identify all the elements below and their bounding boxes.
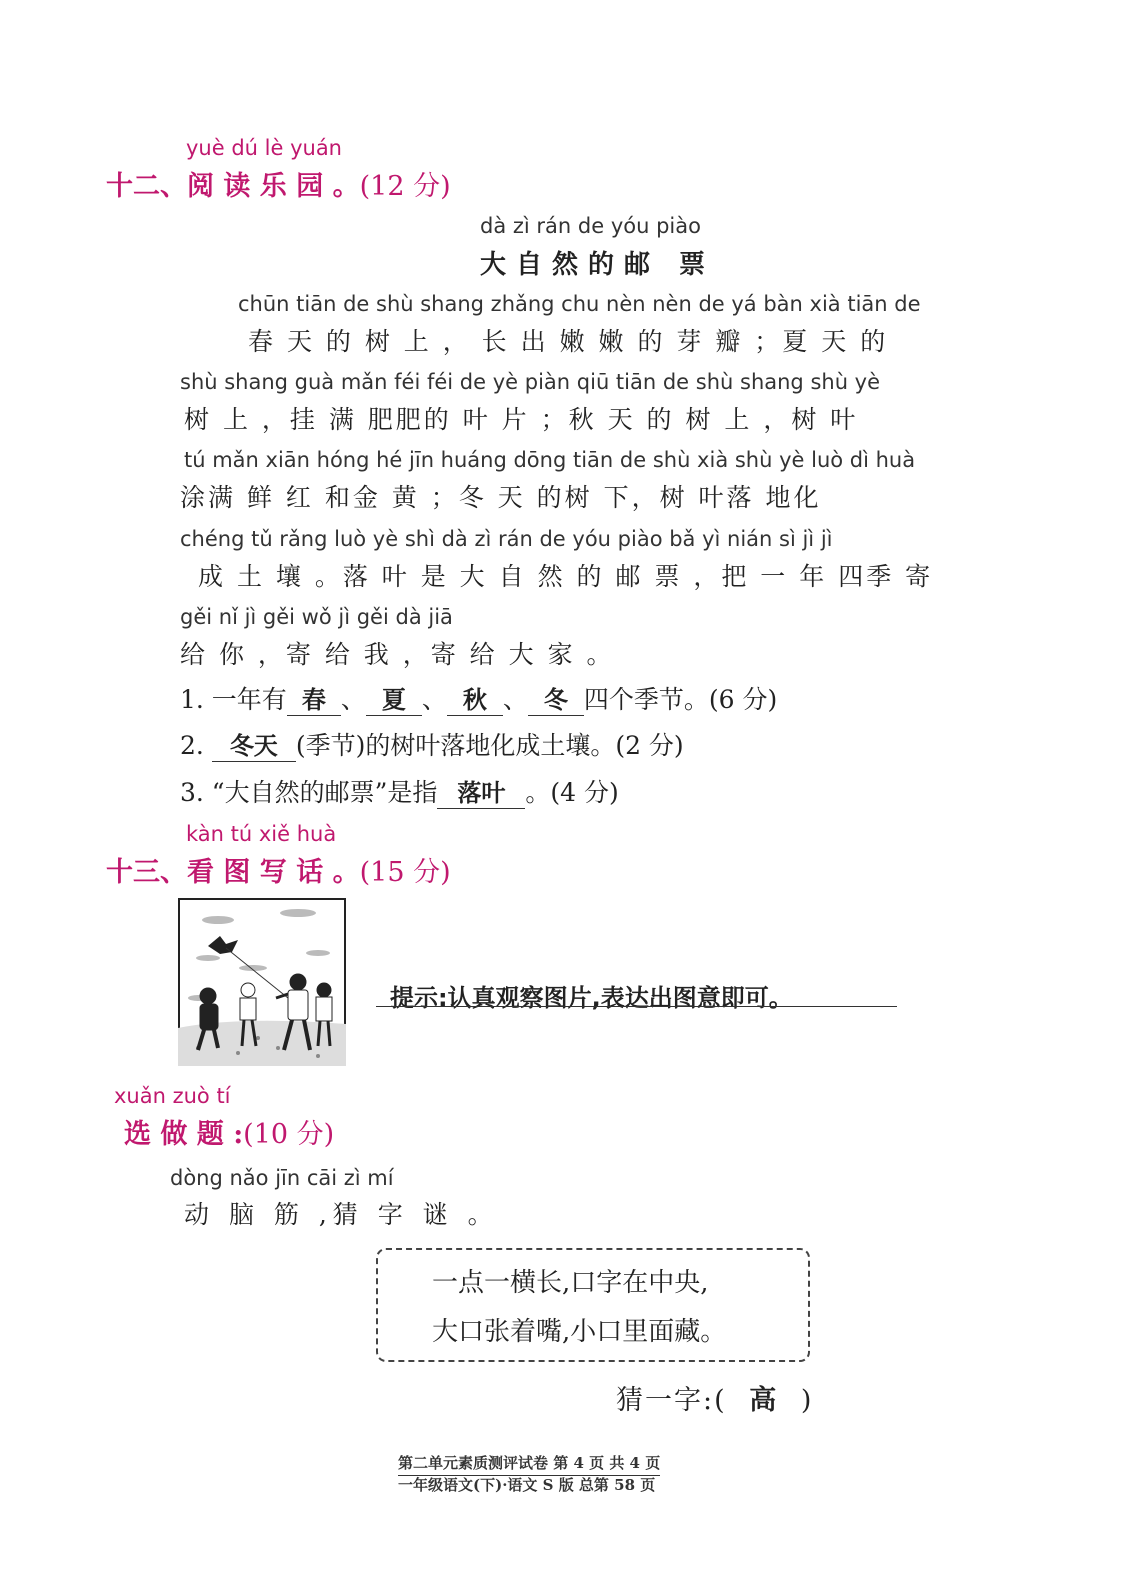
- story-title: 大自然的邮 票: [480, 250, 716, 280]
- riddle-line-1: 一点一横长,口字在中央,: [432, 1268, 709, 1298]
- question-3-suffix: 。(4 分): [525, 778, 619, 807]
- section12-title: 十二、阅 读 乐 园 。: [106, 171, 360, 202]
- q1-answer-spring[interactable]: 春: [287, 680, 341, 716]
- section13-tip: 提示:认真观察图片,表达出图意即可。: [390, 984, 793, 1012]
- question-1-suffix: 四个季节。(6 分): [583, 685, 778, 714]
- story-title-pinyin: dà zì rán de yóu piào: [480, 214, 701, 238]
- optional-title: 选 做 题 :: [124, 1119, 244, 1150]
- question-1: [180, 680, 777, 716]
- q2-answer[interactable]: 冬天: [212, 726, 296, 762]
- q1-answer-autumn[interactable]: 秋: [447, 680, 503, 716]
- optional-pinyin: xuǎn zuò tí: [114, 1084, 231, 1108]
- story-line1-pinyin: chūn tiān de shù shang zhǎng chu nèn nèn de yá bàn xià tiān de: [238, 292, 921, 316]
- section13-points: (15 分): [359, 857, 451, 888]
- q1-answer-winter[interactable]: 冬: [528, 680, 584, 716]
- section13-heading: [106, 850, 451, 889]
- story-line5-text: 给 你 ，寄 给 我 ，寄 给 大 家 。: [180, 640, 615, 669]
- footer-line1: 第二单元素质测评试卷 第 4 页 共 4 页: [398, 1452, 660, 1476]
- story-line3-text: 涂满 鲜 红 和金 黄 ；冬 天 的树 下，树 叶落 地化: [180, 483, 822, 512]
- section12-heading: [106, 164, 451, 203]
- question-1-prefix: 1. 一年有: [180, 685, 287, 714]
- story-line3-pinyin: tú mǎn xiān hóng hé jīn huáng dōng tiān de shù xià shù yè luò dì huà: [184, 448, 916, 472]
- story-line2-text: 树 上 ，挂 满 肥肥的 叶 片 ；秋 天 的 树 上 ，树 叶: [184, 405, 859, 434]
- story-line2-pinyin: shù shang guà mǎn féi féi de yè piàn qiū tiān de shù shang shù yè: [180, 370, 881, 394]
- story-line1-text: 春 天 的 树 上 ， 长 出 嫩 嫩 的 芽 瓣 ；夏 天 的: [248, 327, 889, 356]
- section12-pinyin: yuè dú lè yuán: [186, 136, 342, 160]
- guess-close: ): [800, 1385, 814, 1416]
- riddle-line-2: 大口张着嘴,小口里面藏。: [432, 1317, 727, 1347]
- q1-answer-summer[interactable]: 夏: [366, 680, 422, 716]
- question-2-suffix: (季节)的树叶落地化成土壤。(2 分): [295, 731, 684, 760]
- guess-label: 猜一字:(: [616, 1385, 727, 1416]
- story-line4-pinyin: chéng tǔ rǎng luò yè shì dà zì rán de yóu piào bǎ yì nián sì jì jì: [180, 527, 833, 551]
- footer-line2: 一年级语文(下)·语文 S 版 总第 58 页: [398, 1476, 656, 1494]
- section13-pinyin: kàn tú xiě huà: [186, 822, 337, 846]
- section13-title: 十三、看 图 写 话 。: [106, 857, 360, 888]
- optional-sub-text: 动 脑 筋 ,猜 字 谜 。: [184, 1200, 499, 1229]
- story-line5-pinyin: gěi nǐ jì gěi wǒ jì gěi dà jiā: [180, 605, 453, 629]
- question-2: [180, 726, 684, 762]
- story-line4-text: 成 土 壤 。落 叶 是 大 自 然 的 邮 票 ，把 一 年 四季 寄: [198, 562, 934, 591]
- q1-sep: 、: [502, 685, 528, 714]
- question-3-prefix: 3. “大自然的邮票”是指: [180, 778, 438, 807]
- guess-answer[interactable]: 高: [749, 1385, 779, 1416]
- optional-sub-pinyin: dòng nǎo jīn cāi zì mí: [170, 1166, 394, 1190]
- optional-points: (10 分): [243, 1119, 335, 1150]
- q1-sep: 、: [340, 685, 366, 714]
- section12-points: (12 分): [359, 171, 451, 202]
- q3-answer[interactable]: 落叶: [437, 773, 525, 809]
- question-2-prefix: 2.: [180, 731, 204, 760]
- section13-answer-line[interactable]: [376, 1006, 897, 1007]
- optional-heading: [124, 1112, 334, 1151]
- kite-picture: [178, 898, 346, 1066]
- question-3: [180, 773, 619, 809]
- guess-answer-line: [616, 1378, 813, 1417]
- q1-sep: 、: [421, 685, 447, 714]
